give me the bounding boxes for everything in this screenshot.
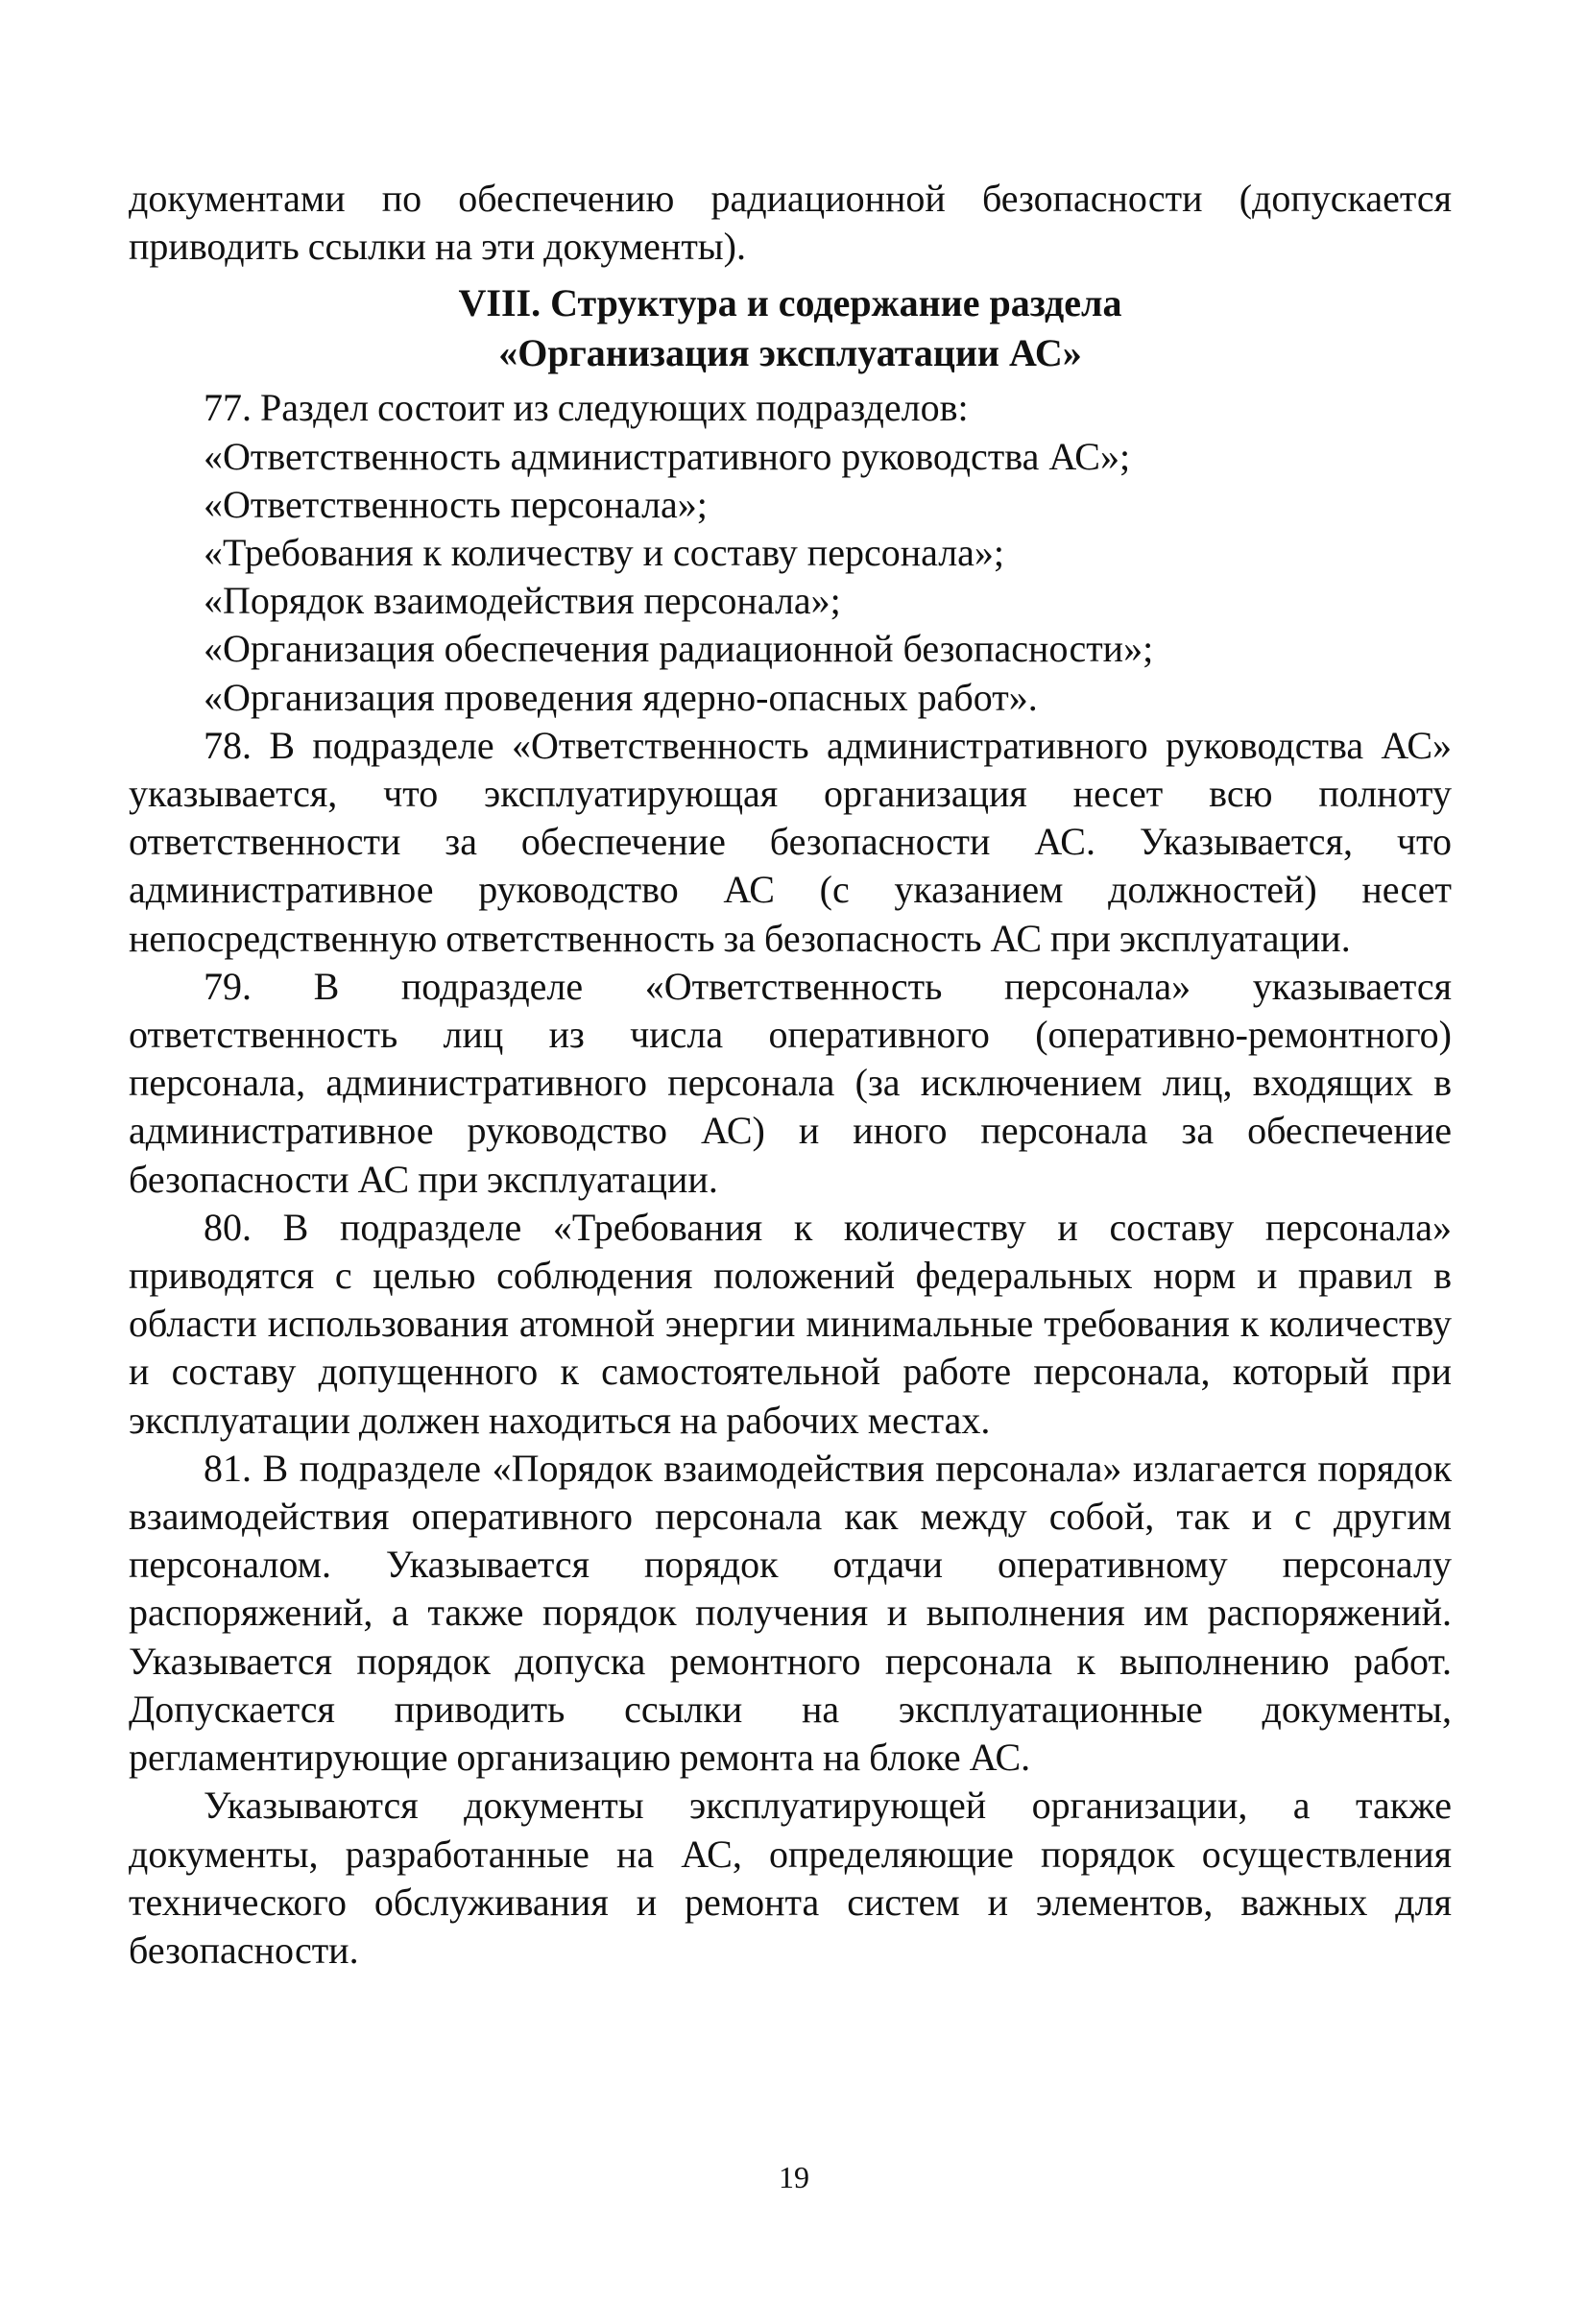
page-number: 19 <box>779 2160 809 2194</box>
list-item: «Порядок взаимодействия персонала»; <box>204 579 841 623</box>
paragraph-81-continuation: Указываются документы эксплуатирующей организации, а также документы, разработанные на АС, определяющие порядок осуществления технического обслуживания и ремонта систем и элементов, важных для безопасности. <box>129 1784 1452 1972</box>
list-item: «Организация проведения ядерно-опасных работ». <box>204 675 1038 719</box>
intro-continuation-paragraph: документами по обеспечению радиационной безопасности (допускается приводить ссылки на эти документы). <box>129 177 1452 269</box>
list-item: «Требования к количеству и составу персонала»; <box>204 531 1005 575</box>
list-item: «Ответственность персонала»; <box>204 482 708 526</box>
section-heading-line-1: VIII. Структура и содержание раздела <box>458 281 1122 325</box>
list-item: «Ответственность административного руководства АС»; <box>204 434 1131 478</box>
list-item: «Организация обеспечения радиационной безопасности»; <box>204 627 1154 671</box>
section-heading <box>129 278 1452 378</box>
section-heading-line-2: «Организация эксплуатации АС» <box>498 331 1082 375</box>
paragraph-79: 79. В подразделе «Ответственность персонала» указывается ответственность лиц из числа оперативного (оперативно-ремонтного) персонала, административного персонала (за исключением лиц, входящих в административное руководство АС) и иного персонала за обеспечение безопасности АС при эксплуатации. <box>129 964 1452 1201</box>
paragraph-77-intro: 77. Раздел состоит из следующих подразделов: <box>204 386 969 430</box>
subsection-list <box>129 433 1452 722</box>
paragraph-80: 80. В подразделе «Требования к количеству и составу персонала» приводятся с целью соблюдения положений федеральных норм и правил в области использования атомной энергии минимальные требования к количеству и составу допущенного к самостоятельной работе персонала, который при эксплуатации должен находиться на рабочих местах. <box>129 1205 1452 1442</box>
paragraph-81: 81. В подразделе «Порядок взаимодействия персонала» излагается порядок взаимодействия оперативного персонала как между собой, так и с другим персоналом. Указывается порядок отдачи оперативному персоналу распоряжений, а также порядок получения и выполнения им распоряжений. Указывается порядок допуска ремонтного персонала к выполнению работ. Допускается приводить ссылки на эксплуатационные документы, регламентирующие организацию ремонта на блоке АС. <box>129 1446 1452 1780</box>
paragraph-78: 78. В подразделе «Ответственность административного руководства АС» указывается, что эксплуатирующая организация несет всю полноту ответственности за обеспечение безопасности АС. Указывается, что административное руководство АС (с указанием должностей) несет непосредственную ответственность за безопасность АС при эксплуатации. <box>129 723 1452 960</box>
document-page <box>129 175 1452 1975</box>
